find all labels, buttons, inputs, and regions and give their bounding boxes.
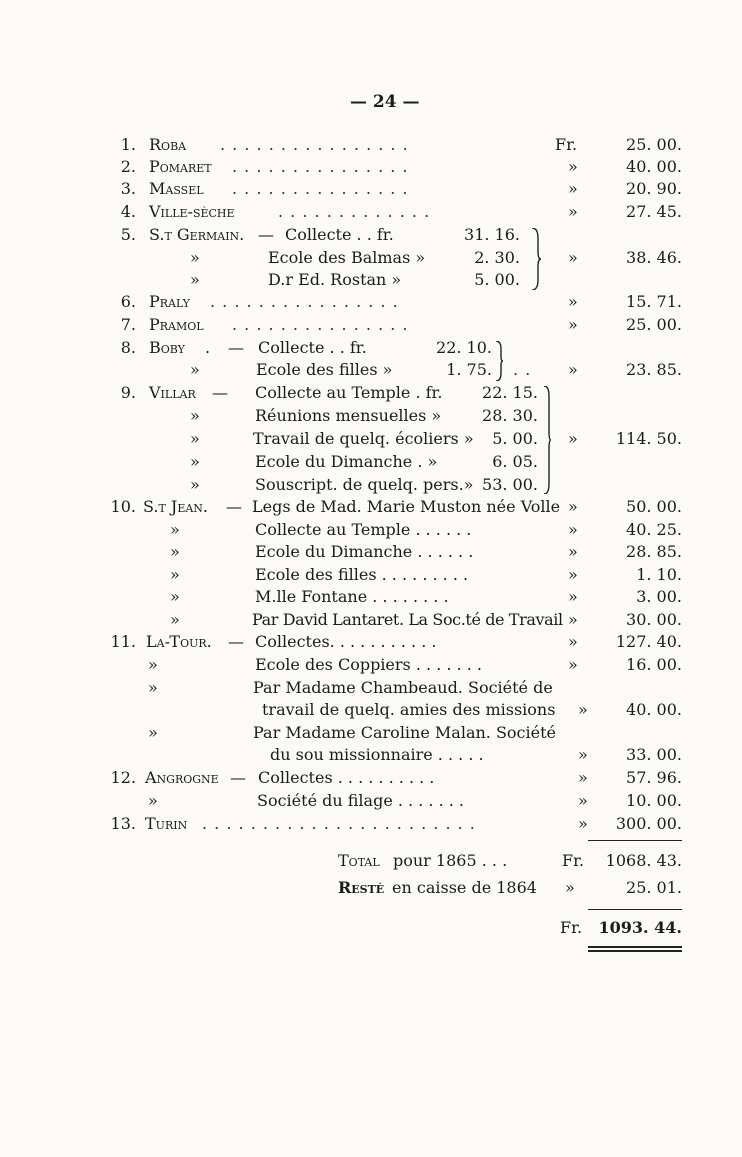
entry-number: 4. bbox=[120, 202, 136, 221]
entry-amount: 40. 25. bbox=[626, 520, 682, 539]
entry-amount: 38. 46. bbox=[626, 248, 682, 267]
entry-amount: 25. 00. bbox=[626, 315, 682, 334]
ditto-mark: » bbox=[568, 542, 578, 561]
entry-name: Pramol bbox=[149, 315, 204, 334]
entry-amount: 20. 90. bbox=[626, 179, 682, 198]
grand-total-amount: 1093. 44. bbox=[598, 918, 682, 937]
sub-item-amount: 6. 05. bbox=[492, 452, 538, 471]
dash: — bbox=[228, 632, 244, 651]
entry-amount: 3. 00. bbox=[636, 587, 682, 606]
sub-item-label: Société du filage . . . . . . . bbox=[257, 791, 464, 810]
entry-name: S.t Jean. bbox=[143, 497, 208, 516]
entry-number: 9. bbox=[120, 383, 136, 402]
sub-item-label: Ecole des filles » bbox=[256, 360, 393, 379]
total-label: Total bbox=[338, 851, 380, 870]
ditto-mark: » bbox=[578, 814, 588, 833]
leader-dots: . . bbox=[513, 360, 532, 379]
sub-item-amount: 5. 00. bbox=[474, 270, 520, 289]
entry-amount: 23. 85. bbox=[626, 360, 682, 379]
ditto-mark: » bbox=[568, 520, 578, 539]
ditto-mark: » bbox=[568, 157, 578, 176]
entry-amount: 300. 00. bbox=[615, 814, 682, 833]
sub-item-amount: 2. 30. bbox=[474, 248, 520, 267]
ditto-mark: » bbox=[578, 791, 588, 810]
leader-dots: . . . . . . . . . . . . . . . bbox=[232, 315, 409, 334]
leader-dots: . . . . . . . . . . . . . . . bbox=[232, 157, 409, 176]
sub-item-label: Par Madame Caroline Malan. Société bbox=[253, 723, 556, 742]
ditto-mark: » bbox=[190, 270, 200, 289]
currency-unit: Fr. bbox=[560, 918, 583, 937]
sub-item-amount: 28. 30. bbox=[482, 406, 538, 425]
sub-item-label: Collecte . . fr. bbox=[285, 225, 394, 244]
ditto-mark: » bbox=[578, 768, 588, 787]
entry-name: Roba bbox=[149, 135, 187, 154]
ditto-mark: » bbox=[170, 565, 180, 584]
sub-item-label: Travail de quelq. écoliers » bbox=[253, 429, 474, 448]
entry-amount: 127. 40. bbox=[615, 632, 682, 651]
entry-amount: 40. 00. bbox=[626, 700, 682, 719]
dash: — bbox=[226, 497, 242, 516]
sub-item-label: Ecole des Coppiers . . . . . . . bbox=[255, 655, 482, 674]
sub-item-label: Collectes . . . . . . . . . . bbox=[258, 768, 435, 787]
reste-amount: 25. 01. bbox=[626, 878, 682, 897]
ditto-mark: » bbox=[190, 475, 200, 494]
entry-amount: 33. 00. bbox=[626, 745, 682, 764]
entry-number: 5. bbox=[120, 225, 136, 244]
entry-name: Pomaret bbox=[149, 157, 212, 176]
entry-name: Villar bbox=[149, 383, 196, 402]
entry-number: 6. bbox=[120, 292, 136, 311]
entry-number: 7. bbox=[120, 315, 136, 334]
ditto-mark: » bbox=[148, 655, 158, 674]
entry-number: 13. bbox=[110, 814, 136, 833]
entry-number: 11. bbox=[110, 632, 136, 651]
total-amount: 1068. 43. bbox=[605, 851, 682, 870]
entry-name: La-Tour. bbox=[146, 632, 212, 651]
entry-name: S.t Germain. bbox=[149, 225, 245, 244]
entry-name: Turin bbox=[145, 814, 188, 833]
sub-item-label: Collecte au Temple . . . . . . bbox=[255, 520, 472, 539]
entry-amount: 16. 00. bbox=[626, 655, 682, 674]
sub-item-label: Collecte . . fr. bbox=[258, 338, 367, 357]
page-number: — 24 — bbox=[350, 92, 420, 112]
ditto-mark: » bbox=[568, 655, 578, 674]
ditto-mark: » bbox=[148, 791, 158, 810]
entry-amount: 15. 71. bbox=[626, 292, 682, 311]
sub-item-label: Souscript. de quelq. pers.» bbox=[255, 475, 474, 494]
leader-dots: . . . . . . . . . . . . . . . . bbox=[220, 135, 409, 154]
sub-item-label: M.lle Fontane . . . . . . . . bbox=[255, 587, 449, 606]
reste-label-rest: en caisse de 1864 bbox=[392, 878, 537, 897]
entry-name: Angrogne bbox=[145, 768, 219, 787]
sub-item-label: Legs de Mad. Marie Muston née Volle bbox=[252, 497, 561, 516]
entry-name: Ville-sèche bbox=[149, 202, 235, 221]
brace-icon bbox=[494, 341, 504, 381]
entry-number: 12. bbox=[110, 768, 136, 787]
entry-amount: 25. 00. bbox=[626, 135, 682, 154]
ditto-mark: » bbox=[190, 406, 200, 425]
ditto-mark: » bbox=[170, 587, 180, 606]
ditto-mark: » bbox=[568, 315, 578, 334]
entry-amount: 50. 00. bbox=[626, 497, 682, 516]
currency-unit: Fr. bbox=[555, 135, 578, 154]
ditto-mark: » bbox=[568, 497, 578, 516]
ditto-mark: » bbox=[170, 520, 180, 539]
entry-amount: 30. 00. bbox=[626, 610, 682, 629]
dash: — bbox=[258, 225, 274, 244]
sub-item-amount: 22. 10. bbox=[436, 338, 492, 357]
ditto-mark: » bbox=[148, 723, 158, 742]
ditto-mark: » bbox=[190, 360, 200, 379]
ditto-mark: » bbox=[568, 179, 578, 198]
ditto-mark: » bbox=[170, 542, 180, 561]
brace-icon bbox=[530, 228, 542, 290]
sub-item-label: D.r Ed. Rostan » bbox=[268, 270, 402, 289]
leader-dots: . . . . . . . . . . . . . . . . . . . . . . . bbox=[202, 814, 476, 833]
double-rule-bottom bbox=[588, 950, 682, 952]
entry-amount: 27. 45. bbox=[626, 202, 682, 221]
entry-number: 2. bbox=[120, 157, 136, 176]
ditto-mark: » bbox=[578, 745, 588, 764]
entry-amount: 40. 00. bbox=[626, 157, 682, 176]
sub-item-amount: 5. 00. bbox=[492, 429, 538, 448]
entry-number: 3. bbox=[120, 179, 136, 198]
sub-item-amount: 22. 15. bbox=[482, 383, 538, 402]
dash: — bbox=[228, 338, 244, 357]
entry-name: Praly bbox=[149, 292, 190, 311]
entry-amount: 10. 00. bbox=[626, 791, 682, 810]
entry-amount: 28. 85. bbox=[626, 542, 682, 561]
sub-item-label: Ecole des filles . . . . . . . . . bbox=[255, 565, 469, 584]
sub-item-label: Par David Lantaret. La Soc.té de Travail bbox=[252, 610, 563, 629]
entry-amount: 114. 50. bbox=[615, 429, 682, 448]
sub-item-label: Ecole du Dimanche . » bbox=[255, 452, 438, 471]
sum-rule bbox=[588, 840, 682, 841]
leader-dots: . . . . . . . . . . . . . . . bbox=[232, 179, 409, 198]
entry-name: Boby bbox=[149, 338, 185, 357]
ditto-mark: » bbox=[568, 429, 578, 448]
leader-dots: . . . . . . . . . . . . . . . . bbox=[210, 292, 399, 311]
ditto-mark: » bbox=[568, 632, 578, 651]
sub-item-amount: 31. 16. bbox=[464, 225, 520, 244]
ditto-mark: » bbox=[148, 678, 158, 697]
entry-number: 10. bbox=[110, 497, 136, 516]
ditto-mark: » bbox=[190, 248, 200, 267]
leader-dots: . . . . . . . . . . . . . bbox=[278, 202, 431, 221]
sub-item-label-continued: travail de quelq. amies des missions bbox=[262, 700, 556, 719]
ditto-mark: » bbox=[568, 610, 578, 629]
ditto-mark: » bbox=[578, 700, 588, 719]
ditto-mark: » bbox=[170, 610, 180, 629]
entry-name: Massel bbox=[149, 179, 204, 198]
entry-number: 8. bbox=[120, 338, 136, 357]
dash: — bbox=[212, 383, 228, 402]
sum-rule bbox=[588, 909, 682, 910]
sub-item-label: Collecte au Temple . fr. bbox=[255, 383, 443, 402]
sub-item-label: Ecole des Balmas » bbox=[268, 248, 426, 267]
sub-item-label-continued: du sou missionnaire . . . . . bbox=[270, 745, 484, 764]
ditto-mark: » bbox=[568, 565, 578, 584]
sub-item-label: Par Madame Chambeaud. Société de bbox=[253, 678, 553, 697]
sub-item-amount: 53. 00. bbox=[482, 475, 538, 494]
total-label-rest: pour 1865 . . . bbox=[393, 851, 508, 870]
ditto-mark: » bbox=[568, 292, 578, 311]
double-rule-top bbox=[588, 946, 682, 948]
ditto-mark: » bbox=[568, 587, 578, 606]
entry-amount: 1. 10. bbox=[636, 565, 682, 584]
currency-unit: Fr. bbox=[562, 851, 585, 870]
sub-item-amount: 1. 75. bbox=[446, 360, 492, 379]
sub-item-label: Collectes. . . . . . . . . . . bbox=[255, 632, 437, 651]
entry-amount: 57. 96. bbox=[626, 768, 682, 787]
sub-item-label: Ecole du Dimanche . . . . . . bbox=[255, 542, 474, 561]
ditto-mark: » bbox=[565, 878, 575, 897]
brace-icon bbox=[542, 386, 552, 494]
ditto-mark: » bbox=[568, 360, 578, 379]
ditto-mark: » bbox=[568, 248, 578, 267]
dash: — bbox=[230, 768, 246, 787]
reste-label: Resté bbox=[338, 878, 385, 897]
ditto-mark: » bbox=[190, 452, 200, 471]
ditto-mark: » bbox=[190, 429, 200, 448]
sub-item-label: Réunions mensuelles » bbox=[255, 406, 442, 425]
ditto-mark: » bbox=[568, 202, 578, 221]
leader-dots: . bbox=[205, 338, 211, 357]
entry-number: 1. bbox=[120, 135, 136, 154]
